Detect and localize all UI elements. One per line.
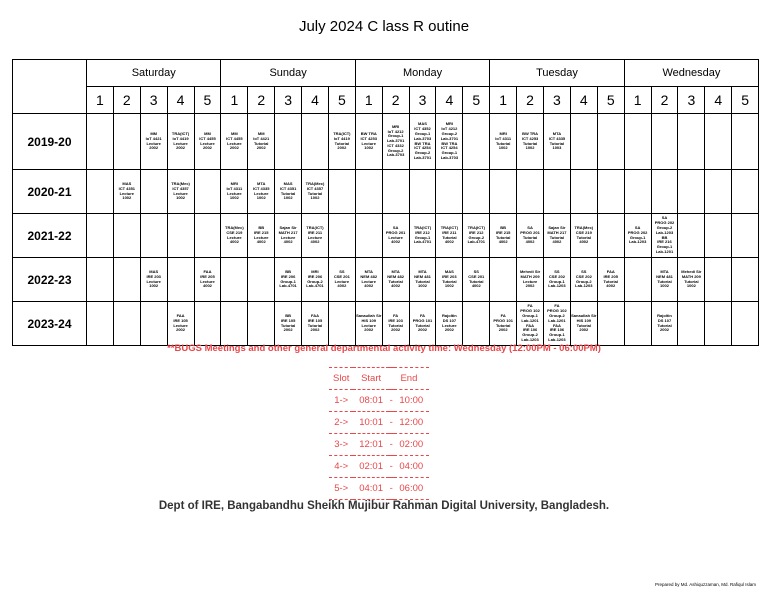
class-cell [597, 114, 624, 170]
slot-table-cell: 2-> [329, 412, 353, 434]
class-cell [678, 170, 705, 214]
class-cell [436, 170, 463, 214]
slot-number-header: 2 [382, 87, 409, 114]
slot-number-header: 5 [463, 87, 490, 114]
slot-table-header: Slot [329, 368, 353, 390]
slot-table-cell: 4-> [329, 456, 353, 478]
class-cell [463, 170, 490, 214]
slot-number-header: 1 [490, 87, 517, 114]
slot-number-header: 5 [732, 87, 759, 114]
slot-table-cell: 1-> [329, 390, 353, 412]
class-cell [678, 302, 705, 346]
year-label: 2021-22 [13, 214, 87, 258]
day-header: Monday [355, 60, 489, 87]
class-cell [705, 114, 732, 170]
class-cell [355, 170, 382, 214]
class-cell: Sajan Sir MATH 217 Tutorial 4002 [544, 214, 571, 258]
class-cell: Sanaullah Sir HIS 109 Lecture 2002 [355, 302, 382, 346]
class-cell: MAS IRE 203 Tutorial 1002 [436, 258, 463, 302]
class-cell [597, 170, 624, 214]
year-label: 2022-23 [13, 258, 87, 302]
class-cell [651, 170, 678, 214]
prepared-by: Prepared by Md. Ashiquzzaman, Md. Rafiqul Islam [654, 582, 756, 587]
class-cell: MRI IoT 4311 Tutorial 1002 [490, 114, 517, 170]
class-cell [328, 214, 355, 258]
slot-number-header: 3 [678, 87, 705, 114]
class-cell: TRA(ICT) IRE 212 Group-2 Lab-4701 [463, 214, 490, 258]
class-cell [732, 214, 759, 258]
class-cell: MRI IoT 4311 Lecture 1002 [221, 170, 248, 214]
class-cell: TRA(Mec) ICT 4357 Lecture 1002 [167, 170, 194, 214]
class-cell: TRA(ICT) IRE 211 Tutorial 4002 [436, 214, 463, 258]
class-cell [113, 302, 140, 346]
class-cell: Sajan Sir MATH 217 Lecture 4002 [275, 214, 302, 258]
class-cell: MAS IRE 203 Lecture 1002 [140, 258, 167, 302]
class-cell [167, 258, 194, 302]
class-cell: SA PROG 202 Group-1 Lab-1203 [624, 214, 651, 258]
slot-table-header: Start [353, 368, 388, 390]
class-cell [221, 302, 248, 346]
class-cell: FA PROG 101 Tutorial 2002 [409, 302, 436, 346]
class-cell: BW TRA ICT 4253 Lecture 1002 [355, 114, 382, 170]
slot-table-cell: 02:01 [353, 456, 388, 478]
class-cell [221, 258, 248, 302]
year-label: 2023-24 [13, 302, 87, 346]
class-cell [167, 214, 194, 258]
class-cell [705, 258, 732, 302]
class-cell: Rajoltin DS 107 Lecture 2002 [436, 302, 463, 346]
class-cell: TRA(ICT) IRE 212 Group-1 Lab-4701 [409, 214, 436, 258]
class-cell: SS CSE 201 Lecture 4002 [328, 258, 355, 302]
class-cell: FA PROG 101 Tutorial 2002 [490, 302, 517, 346]
class-cell: TRA(ICT) IoT 4419 Lecture 2002 [167, 114, 194, 170]
page-title: July 2024 C lass R outine [298, 18, 470, 35]
year-label: 2020-21 [13, 170, 87, 214]
slot-table-cell: - [389, 456, 394, 478]
class-cell [490, 170, 517, 214]
class-cell [113, 114, 140, 170]
class-cell: FAA IRE 105 Tutorial 2002 [302, 302, 329, 346]
class-cell [705, 170, 732, 214]
class-cell: FAA IRE 205 Lecture 4002 [194, 258, 221, 302]
day-header: Saturday [87, 60, 221, 87]
class-cell [328, 170, 355, 214]
day-header: Wednesday [624, 60, 758, 87]
slot-number-header: 2 [517, 87, 544, 114]
slot-table-cell: 12:00 [394, 412, 429, 434]
class-cell [544, 170, 571, 214]
class-cell: Mehedi Sir MATH 209 Tutorial 1002 [678, 258, 705, 302]
slot-number-header: 4 [705, 87, 732, 114]
slot-number-header: 4 [436, 87, 463, 114]
class-cell [517, 170, 544, 214]
class-cell [140, 170, 167, 214]
class-cell: MM IoT 4421 Tutorial 2002 [248, 114, 275, 170]
class-cell [140, 302, 167, 346]
class-cell [651, 114, 678, 170]
class-cell: MTA ICT 4335 Lecture 1002 [248, 170, 275, 214]
class-cell [463, 114, 490, 170]
class-cell: Sanaullah Sir HIS 109 Tutorial 2002 [570, 302, 597, 346]
class-cell: Rajoltin DS 107 Tutorial 2002 [651, 302, 678, 346]
slot-number-header: 1 [87, 87, 114, 114]
class-cell: MRI IoT 4212 Group-2 Lab-3701 BW TRA ICT 4254 Group-1 Lab-3703 [436, 114, 463, 170]
class-cell [87, 170, 114, 214]
class-cell: SS CSE 202 Group-1 Lab-1203 [544, 258, 571, 302]
corner-cell [13, 60, 87, 114]
class-cell [328, 302, 355, 346]
class-cell [678, 114, 705, 170]
class-cell: SS CSE 202 Group-2 Lab-1203 [570, 258, 597, 302]
class-cell: MAS ICT 4351 Tutorial 1002 [275, 170, 302, 214]
class-cell: SA PROG 201 Tutorial 4002 [517, 214, 544, 258]
slot-table-cell: 10:01 [353, 412, 388, 434]
slot-number-header: 2 [651, 87, 678, 114]
class-cell [732, 170, 759, 214]
slot-table-cell: 02:00 [394, 434, 429, 456]
class-cell [570, 114, 597, 170]
day-header: Tuesday [490, 60, 624, 87]
class-cell: BW TRA ICT 4253 Tutorial 1002 [517, 114, 544, 170]
routine-table [12, 59, 759, 346]
slot-number-header: 3 [275, 87, 302, 114]
slot-number-header: 5 [597, 87, 624, 114]
class-cell: BB IRE 215 Tutorial 4002 [490, 214, 517, 258]
class-cell: FAA IRE 105 Lecture 2002 [167, 302, 194, 346]
class-cell [732, 302, 759, 346]
class-cell [705, 302, 732, 346]
class-cell [624, 170, 651, 214]
class-cell: MRI IoT 4212 Group-1 Lab-3701 ICT 4332 Group-2 Lab-3703 [382, 114, 409, 170]
class-cell [678, 214, 705, 258]
slot-table-cell: - [389, 412, 394, 434]
slot-table-cell: - [389, 390, 394, 412]
class-cell: MAS ICT 4352 Group-1 Lab-3703 BW TRA ICT 4254 Group-2 Lab-3701 [409, 114, 436, 170]
slot-table-cell: 12:01 [353, 434, 388, 456]
class-cell: SA PROG 201 Lecture 4002 [382, 214, 409, 258]
slot-table-cell: - [389, 478, 394, 500]
class-cell [597, 302, 624, 346]
class-cell [194, 214, 221, 258]
slot-number-header: 5 [328, 87, 355, 114]
class-cell: MAS ICT 4351 Lecture 1002 [113, 170, 140, 214]
slot-table-cell: 04:01 [353, 478, 388, 500]
class-cell [248, 302, 275, 346]
class-cell: FA PROG 102 Group-1 Lab-1201 FAA IRE 106 Group-2 Lab-1203 [517, 302, 544, 346]
class-cell [597, 214, 624, 258]
class-cell: MTA NEM 481 Tutorial 1002 [409, 258, 436, 302]
class-cell: FA IRE 103 Tutorial 2002 [382, 302, 409, 346]
department-footer: Dept of IRE, Bangabandhu Sheikh Mujibur Rahman Digital University, Bangladesh. [158, 500, 610, 512]
slot-number-header: 3 [544, 87, 571, 114]
slot-number-header: 4 [570, 87, 597, 114]
class-cell [732, 258, 759, 302]
class-cell: MTA NEM 482 Lecture 4002 [355, 258, 382, 302]
class-cell: MM ICT 4455 Lecture 2002 [221, 114, 248, 170]
class-cell [113, 214, 140, 258]
class-cell [194, 302, 221, 346]
class-cell: SA PROG 202 Group-2 Lab-1203 BB IRE 216 Group-1 Lab-1201 [651, 214, 678, 258]
class-cell: TRA(ICT) IoT 4419 Tutorial 2002 [328, 114, 355, 170]
class-cell [732, 114, 759, 170]
class-cell [87, 214, 114, 258]
class-cell: BB IRE 105 Tutorial 2002 [275, 302, 302, 346]
slot-number-header: 4 [167, 87, 194, 114]
class-cell: TRA(ICT) IRE 211 Lecture 4002 [302, 214, 329, 258]
class-cell: TRA(Mec) CSE 219 Tutorial 4002 [570, 214, 597, 258]
class-cell: BB IRE 215 Lecture 4002 [248, 214, 275, 258]
class-cell [194, 170, 221, 214]
class-cell [490, 258, 517, 302]
slot-table-cell: - [389, 434, 394, 456]
year-label: 2019-20 [13, 114, 87, 170]
class-cell [113, 258, 140, 302]
slot-time-table [329, 367, 429, 500]
class-cell: MTA NEM 482 Tutorial 4002 [382, 258, 409, 302]
class-cell [302, 114, 329, 170]
class-cell: FA PROG 102 Group-2 Lab-1201 FAA IRE 106 Group-1 Lab-1203 [544, 302, 571, 346]
class-cell: TRA(Mec) CSE 219 Lecture 4002 [221, 214, 248, 258]
slot-table-cell: 08:01 [353, 390, 388, 412]
class-cell [624, 258, 651, 302]
class-cell: MTA NEM 481 Tutorial 1002 [651, 258, 678, 302]
class-cell [355, 214, 382, 258]
slot-number-header: 4 [302, 87, 329, 114]
slot-number-header: 5 [194, 87, 221, 114]
class-cell: MRI IRE 206 Group-2 Lab-4701 [302, 258, 329, 302]
class-cell: SS CSE 201 Tutorial 4002 [463, 258, 490, 302]
slot-number-header: 1 [221, 87, 248, 114]
class-cell: MM IoT 4421 Lecture 2002 [140, 114, 167, 170]
class-cell: MTA ICT 4335 Tutorial 1003 [544, 114, 571, 170]
slot-table-header: End [389, 368, 429, 390]
class-cell [140, 214, 167, 258]
class-cell [87, 258, 114, 302]
class-cell [705, 214, 732, 258]
slot-number-header: 3 [140, 87, 167, 114]
class-cell [624, 114, 651, 170]
slot-table-cell: 5-> [329, 478, 353, 500]
class-cell: MM ICT 4455 Lecture 2002 [194, 114, 221, 170]
slot-number-header: 2 [248, 87, 275, 114]
meeting-notice: **BUGS Meetings and other general departmental activity time: Wednesday (12:00PM - 06:00PM) [167, 343, 601, 354]
slot-table-cell: 04:00 [394, 456, 429, 478]
slot-number-header: 2 [113, 87, 140, 114]
class-cell [570, 170, 597, 214]
slot-number-header: 1 [355, 87, 382, 114]
class-cell [382, 170, 409, 214]
slot-table-cell: 10:00 [394, 390, 429, 412]
class-cell [624, 302, 651, 346]
class-cell: Mehedi Sir MATH 209 Lecture 2002 [517, 258, 544, 302]
class-cell: BB IRE 206 Group-1 Lab-4701 [275, 258, 302, 302]
class-cell: TRA(Mec) ICT 4357 Tutorial 1002 [302, 170, 329, 214]
class-cell [248, 258, 275, 302]
class-cell [409, 170, 436, 214]
class-cell: FAA IRE 205 Tutorial 4002 [597, 258, 624, 302]
class-cell [87, 302, 114, 346]
day-header: Sunday [221, 60, 355, 87]
slot-number-header: 1 [624, 87, 651, 114]
class-cell [87, 114, 114, 170]
class-cell [463, 302, 490, 346]
slot-number-header: 3 [409, 87, 436, 114]
slot-table-cell: 06:00 [394, 478, 429, 500]
slot-table-cell: 3-> [329, 434, 353, 456]
class-cell [275, 114, 302, 170]
